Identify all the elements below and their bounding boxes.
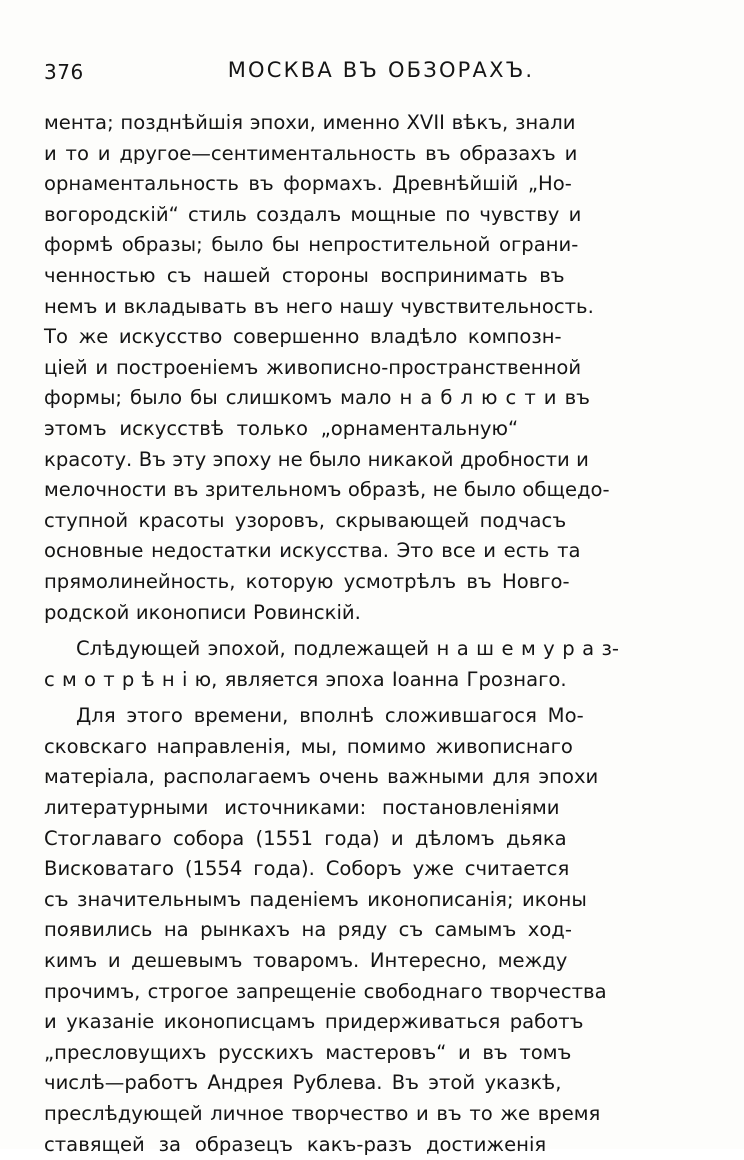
- text-line: съ значительнымъ паденіемъ иконописанія; иконы: [44, 887, 587, 911]
- text-line: литературными источниками: постановленіями: [44, 796, 560, 820]
- text-line: появились на рынкахъ на ряду съ самымъ ход-: [44, 918, 572, 942]
- text-line: ціей и построеніемъ живописно-пространственной: [44, 355, 582, 379]
- text-line: с м о т р ѣ н і ю, является эпоха Іоанна Грознаго.: [44, 667, 567, 691]
- text-line: преслѣдующей личное творчество и въ то же время: [44, 1102, 601, 1125]
- text-line: орнаментальность въ формахъ. Древнѣйшій „Но-: [44, 172, 572, 196]
- text-line: мента; позднѣйшія эпохи, именно XVII вѣкъ, знали: [44, 111, 576, 134]
- text-line: Для этого времени, вполнѣ сложившагося Мо-: [76, 704, 584, 728]
- text-line: вогородскій“ стиль создалъ мощные по чувству и: [44, 202, 582, 226]
- paragraph-2: [44, 634, 704, 695]
- text-line: основные недостатки искусства. Это все и есть та: [44, 539, 581, 563]
- text-line: формѣ образы; было бы непростительной ограни-: [44, 233, 579, 257]
- text-line: Висковатаго (1554 года). Соборъ уже считается: [44, 857, 570, 881]
- text-line: матеріала, располагаемъ очень важными для эпохи: [44, 765, 599, 789]
- text-line: формы; было бы слишкомъ мало н а б л ю с т и въ: [44, 386, 590, 410]
- paragraph-3: [44, 701, 704, 1160]
- text-line: То же искусство совершенно владѣло композн-: [44, 325, 562, 349]
- text-line: Слѣдующей эпохой, подлежащей н а ш е м у р а з-: [76, 637, 619, 661]
- text-line: мелочности въ зрительномъ образѣ, не было общедо-: [44, 478, 610, 502]
- text-line: родской иконописи Ровинскій.: [44, 600, 361, 624]
- page-header: [44, 58, 700, 88]
- text-line: ставящей за образецъ какъ-разъ достиженія: [44, 1132, 547, 1156]
- running-title: МОСКВА ВЪ ОБЗОРАХЪ.: [227, 58, 535, 82]
- text-line: немъ и вкладывать въ него нашу чувствительность.: [44, 294, 594, 318]
- text-line: числѣ—работъ Андрея Рублева. Въ этой указкѣ,: [44, 1071, 562, 1095]
- text-line: сковскаго направленія, мы, помимо живописнаго: [44, 734, 573, 758]
- text-line: ступной красоты узоровъ, скрывающей подчасъ: [44, 508, 567, 532]
- text-line: и указаніе иконописцамъ придерживаться работъ: [44, 1010, 584, 1034]
- page-number: 376: [44, 60, 84, 84]
- text-line: прямолинейность, которую усмотрѣлъ въ Новго-: [44, 569, 570, 593]
- text-line: ченностью съ нашей стороны воспринимать въ: [44, 263, 565, 287]
- text-line: кимъ и дешевымъ товаромъ. Интересно, между: [44, 949, 568, 973]
- text-line: этомъ искусствѣ только „орнаментальную“: [44, 416, 519, 440]
- page-body: [44, 108, 704, 1160]
- text-line: прочимъ, строгое запрещеніе свободнаго творчества: [44, 979, 607, 1003]
- text-line: Стоглаваго собора (1551 года) и дѣломъ дьяка: [44, 826, 567, 850]
- text-line: красоту. Въ эту эпоху не было никакой дробности и: [44, 447, 589, 471]
- text-line: „пресловущихъ русскихъ мастеровъ“ и въ томъ: [44, 1040, 572, 1064]
- paragraph-1: [44, 108, 704, 628]
- text-line: и то и другое—сентиментальность въ образахъ и: [44, 141, 578, 165]
